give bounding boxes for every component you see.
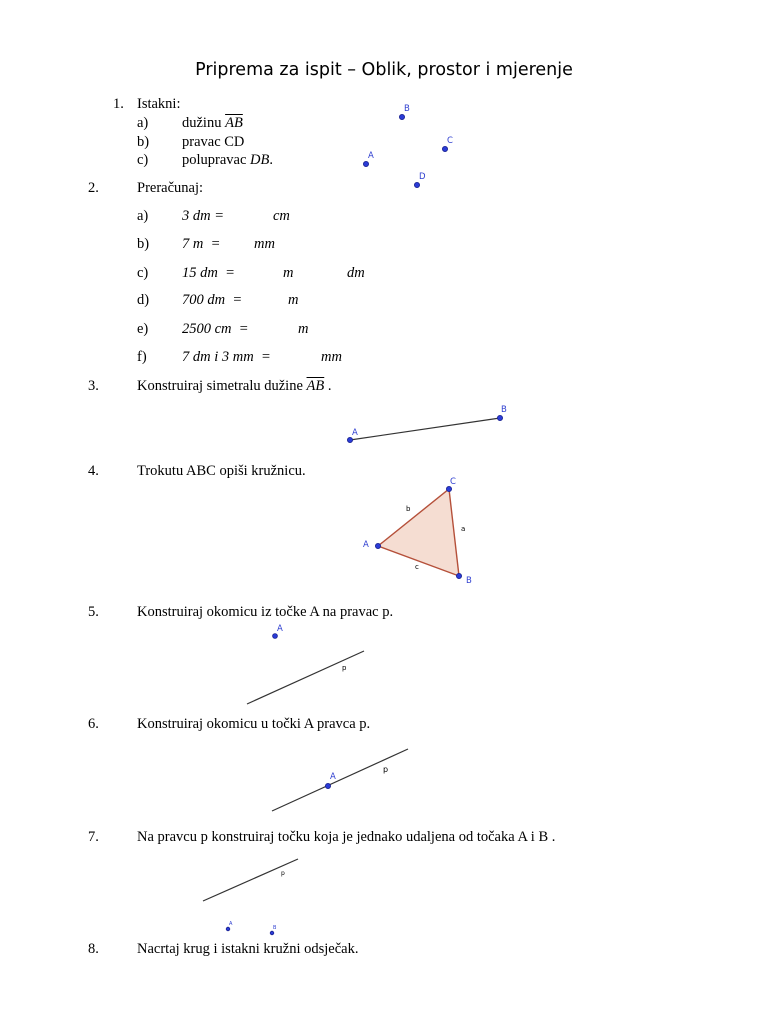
q1-label-c: C xyxy=(447,136,453,146)
q2-f-letter: f) xyxy=(137,349,147,365)
page-title: Priprema za ispit – Oblik, prostor i mjerenje xyxy=(195,60,573,80)
q2-text: Preračunaj: xyxy=(137,180,204,196)
q1-c-text: polupravac DB. xyxy=(182,152,274,168)
q6-text: Konstruiraj okomicu u točki A pravca p. xyxy=(137,716,371,732)
q4-label-side-c: c xyxy=(415,563,419,571)
q3-number: 3. xyxy=(88,378,99,394)
q7-label-a: A xyxy=(229,921,233,927)
q6-label-p: p xyxy=(383,765,389,774)
q8-number: 8. xyxy=(88,941,99,957)
q1-b-text: pravac CD xyxy=(182,134,245,150)
q2-f-unit: mm xyxy=(321,349,342,365)
q2-a-unit: cm xyxy=(273,208,290,224)
q1-b-letter: b) xyxy=(137,134,150,150)
q2-a-expr: 3 dm = xyxy=(182,208,225,224)
q5-label-p: p xyxy=(342,664,347,672)
q4-label-b: B xyxy=(466,576,472,586)
q1-a-text: dužinu $\overline{AB}$ xyxy=(182,115,243,131)
q4-label-side-a: a xyxy=(461,525,466,533)
q1-c-letter: c) xyxy=(137,152,149,168)
q5-label-a: A xyxy=(277,624,283,634)
q5-number: 5. xyxy=(88,604,99,620)
q2-b-expr: 7 m = xyxy=(182,236,221,252)
q6-number: 6. xyxy=(88,716,99,732)
q2-c-letter: c) xyxy=(137,265,149,281)
q7-line-p xyxy=(203,859,298,901)
q2-b-unit: mm xyxy=(254,236,275,252)
q4-text: Trokutu ABC opiši kružnicu. xyxy=(137,463,306,479)
q1-number: 1. xyxy=(113,96,124,112)
q2-f-expr: 7 dm i 3 mm = xyxy=(182,349,271,365)
q4-label-side-b: b xyxy=(406,505,411,513)
q2-d-letter: d) xyxy=(137,292,150,308)
q1-label-b: B xyxy=(404,104,410,114)
q2-e-expr: 2500 cm = xyxy=(182,321,249,337)
q2-d-expr: 700 dm = xyxy=(182,292,243,308)
q1-text: Istakni: xyxy=(137,96,181,112)
q3-label-a: A xyxy=(352,428,358,438)
q4-label-a: A xyxy=(363,540,369,550)
q2-e-unit: m xyxy=(298,321,309,337)
q2-a-letter: a) xyxy=(137,208,149,224)
q7-number: 7. xyxy=(88,829,99,845)
q4-label-c: C xyxy=(450,477,456,487)
q2-c-unit-1: m xyxy=(283,265,294,281)
q6-label-a: A xyxy=(330,772,336,782)
q2-b-letter: b) xyxy=(137,236,150,252)
q2-c-unit-2: dm xyxy=(347,265,365,281)
q1-a-letter: a) xyxy=(137,115,149,131)
q7-text: Na pravcu p konstruiraj točku koja je jednako udaljena od točaka A i B . xyxy=(137,829,556,845)
q7-label-b: B xyxy=(273,925,277,931)
q8-text: Nacrtaj krug i istakni kružni odsječak. xyxy=(137,941,359,957)
q1-label-d: D xyxy=(419,172,426,182)
q7-label-p: p xyxy=(281,870,285,877)
q2-e-letter: e) xyxy=(137,321,149,337)
q2-d-unit: m xyxy=(288,292,299,308)
q2-c-expr: 15 dm = xyxy=(182,265,235,281)
q4-number: 4. xyxy=(88,463,99,479)
q1-label-a: A xyxy=(368,151,374,161)
q5-text: Konstruiraj okomicu iz točke A na pravac p. xyxy=(137,604,394,620)
q2-number: 2. xyxy=(88,180,99,196)
q7-point-a xyxy=(226,927,230,931)
q7-point-b xyxy=(270,931,274,935)
q3-label-b: B xyxy=(501,405,507,415)
q3-text: Konstruiraj simetralu dužine $\overline{AB}$ . xyxy=(137,378,332,394)
